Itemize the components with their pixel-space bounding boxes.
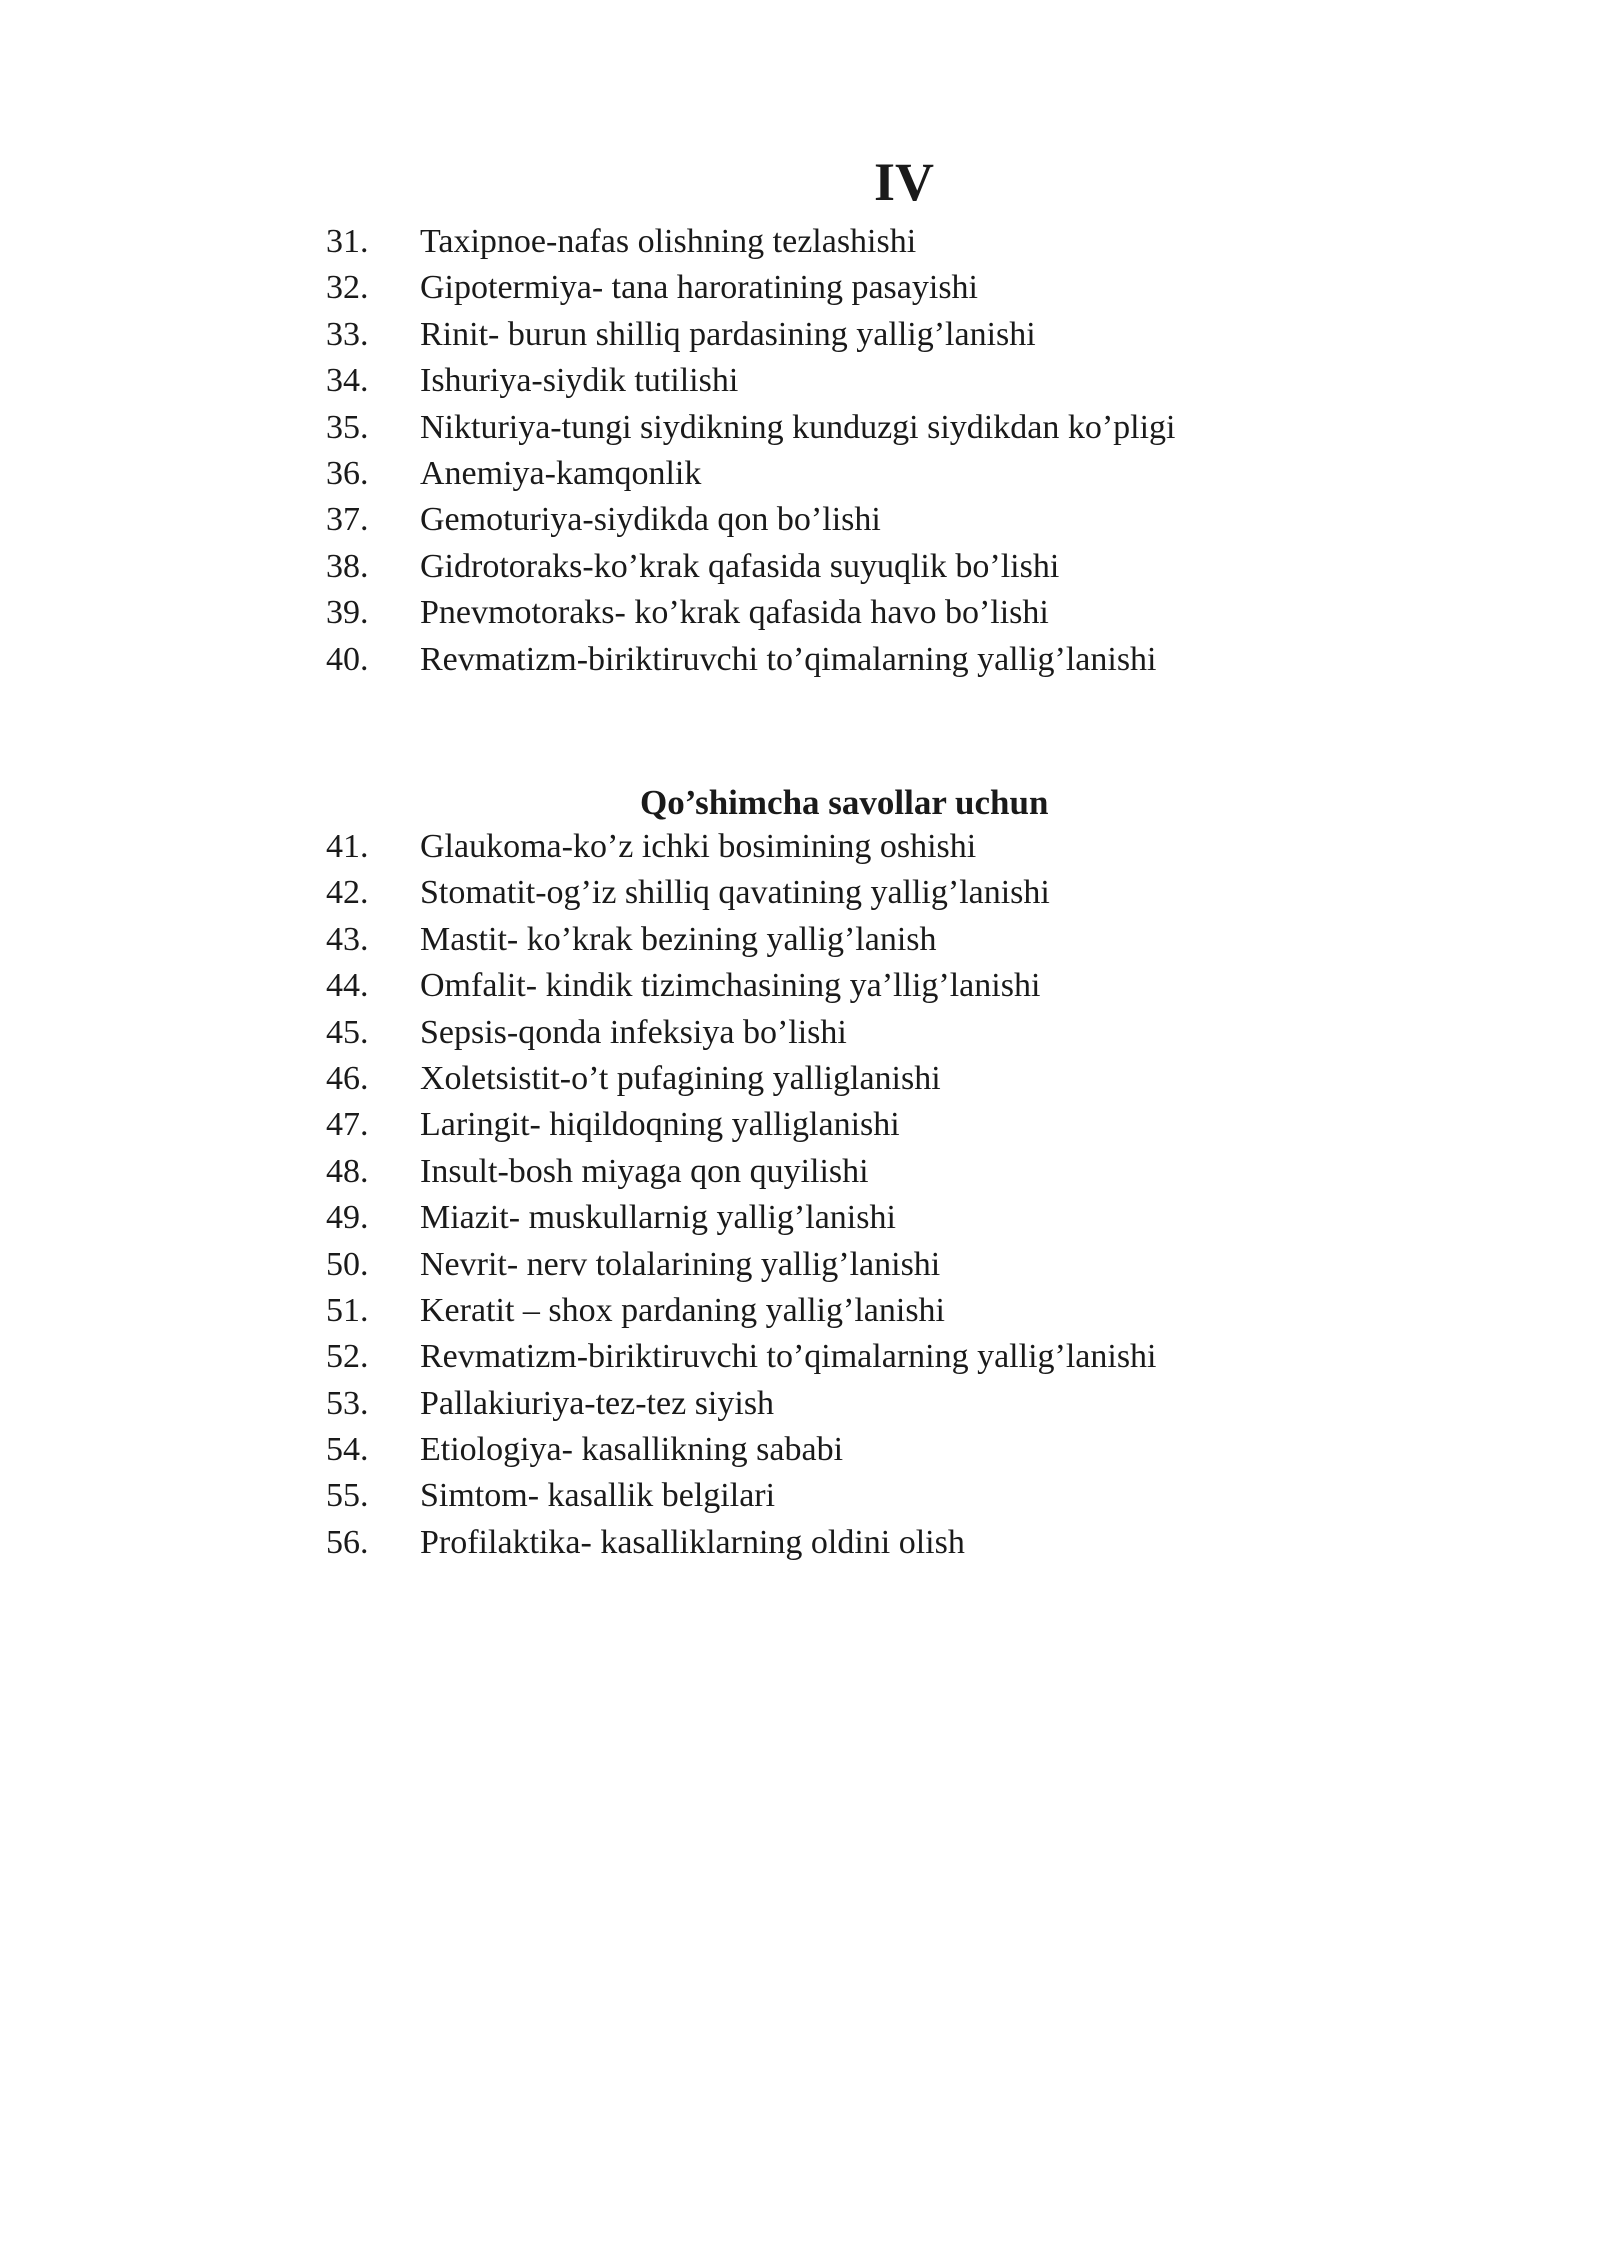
list-item-term: Miazit- muskullarnig yallig’lanishi [420, 1199, 896, 1237]
list-item-number: 46. [326, 1059, 369, 1097]
list-item-term: Anemiya-kamqonlik [420, 454, 702, 492]
list-item-term: Glaukoma-ko’z ichki bosimining oshishi [420, 828, 977, 865]
list-item-number: 36. [326, 454, 369, 492]
list-item [326, 1288, 1157, 1334]
list-item-number: 33. [326, 315, 369, 353]
list-item [326, 870, 1157, 916]
list-item [326, 1149, 1157, 1195]
list-item [326, 963, 1157, 1009]
list-item-number: 51. [326, 1291, 369, 1329]
list-item-number: 56. [326, 1523, 369, 1561]
list-item-number: 42. [326, 874, 369, 912]
list-item-number: 50. [326, 1245, 369, 1283]
list-item [326, 1520, 1157, 1566]
list-item-term: Mastit- ko’krak bezining yallig’lanish [420, 920, 937, 958]
list-item-number: 32. [326, 269, 369, 307]
list-item [326, 312, 1176, 358]
list-item [326, 405, 1176, 451]
list-item [326, 265, 1176, 311]
list-item-number: 45. [326, 1013, 369, 1051]
list-item-number: 37. [326, 501, 369, 539]
list-item-number: 43. [326, 920, 369, 958]
list-item [326, 219, 1176, 265]
list-item-number: 52. [326, 1338, 369, 1376]
list-item-term: Rinit- burun shilliq pardasining yallig’lanishi [420, 315, 1036, 353]
list-item-number: 54. [326, 1431, 369, 1469]
list-item-term: Keratit – shox pardaning yallig’lanishi [420, 1291, 945, 1329]
list-item-number: 38. [326, 547, 369, 585]
list-item-number: 48. [326, 1152, 369, 1190]
list-item-term: Simtom- kasallik belgilari [420, 1477, 776, 1515]
list-item-term: Omfalit- kindik tizimchasining ya’llig’lanishi [420, 967, 1041, 1005]
term-list-additional [326, 824, 1157, 1566]
list-item-number: 47. [326, 1106, 369, 1144]
list-item [326, 824, 1157, 870]
list-item-term: Pnevmotoraks- ko’krak qafasida havo bo’lishi [420, 594, 1049, 632]
list-item [326, 637, 1176, 683]
list-item-term: Etiologiya- kasallikning sababi [420, 1431, 844, 1469]
list-item [326, 1334, 1157, 1380]
list-item-number: 49. [326, 1199, 369, 1237]
list-item-term: Sepsis-qonda infeksiya bo’lishi [420, 1013, 847, 1051]
list-item-term: Revmatizm-biriktiruvchi to’qimalarning yallig’lanishi [420, 640, 1157, 678]
list-item-number: 39. [326, 594, 369, 632]
list-item-term: Revmatizm-biriktiruvchi to’qimalarning yallig’lanishi [420, 1338, 1157, 1376]
list-item-term: Nevrit- nerv tolalarining yallig’lanishi [420, 1245, 941, 1283]
list-item-number: 41. [326, 828, 369, 865]
list-item [326, 1427, 1157, 1473]
list-item-term: Nikturiya-tungi siydikning kunduzgi siydikdan ko’pligi [420, 408, 1176, 446]
list-item [326, 590, 1176, 636]
list-item [326, 1242, 1157, 1288]
list-item [326, 544, 1176, 590]
list-item-term: Xoletsistit-o’t pufagining yalliglanishi [420, 1059, 941, 1097]
list-item-term: Pallakiuriya-tez-tez siyish [420, 1384, 775, 1422]
list-item-number: 31. [326, 223, 369, 260]
list-item-term: Laringit- hiqildoqning yalliglanishi [420, 1106, 900, 1144]
list-item-term: Profilaktika- kasalliklarning oldini olish [420, 1523, 965, 1561]
list-item [326, 1473, 1157, 1519]
list-item [326, 358, 1176, 404]
list-item [326, 451, 1176, 497]
list-item-term: Taxipnoe-nafas olishning tezlashishi [420, 223, 917, 260]
subsection-title: Qo’shimcha savollar uchun [640, 783, 1049, 822]
list-item-term: Gidrotoraks-ko’krak qafasida suyuqlik bo’lishi [420, 547, 1060, 585]
list-item-number: 35. [326, 408, 369, 446]
list-item [326, 497, 1176, 543]
list-item-term: Ishuriya-siydik tutilishi [420, 362, 739, 400]
list-item-term: Gipotermiya- tana haroratining pasayishi [420, 269, 978, 307]
list-item-number: 53. [326, 1384, 369, 1422]
list-item [326, 1195, 1157, 1241]
list-item-term: Insult-bosh miyaga qon quyilishi [420, 1152, 869, 1190]
list-item [326, 1010, 1157, 1056]
list-item [326, 1381, 1157, 1427]
list-item [326, 1056, 1157, 1102]
term-list-main [326, 219, 1176, 683]
list-item-term: Stomatit-og’iz shilliq qavatining yallig’lanishi [420, 874, 1050, 912]
list-item [326, 917, 1157, 963]
list-item-number: 40. [326, 640, 369, 678]
list-item-number: 34. [326, 362, 369, 400]
list-item [326, 1102, 1157, 1148]
list-item-term: Gemoturiya-siydikda qon bo’lishi [420, 501, 881, 539]
list-item-number: 55. [326, 1477, 369, 1515]
list-item-number: 44. [326, 967, 369, 1005]
section-title: IV [874, 152, 935, 212]
